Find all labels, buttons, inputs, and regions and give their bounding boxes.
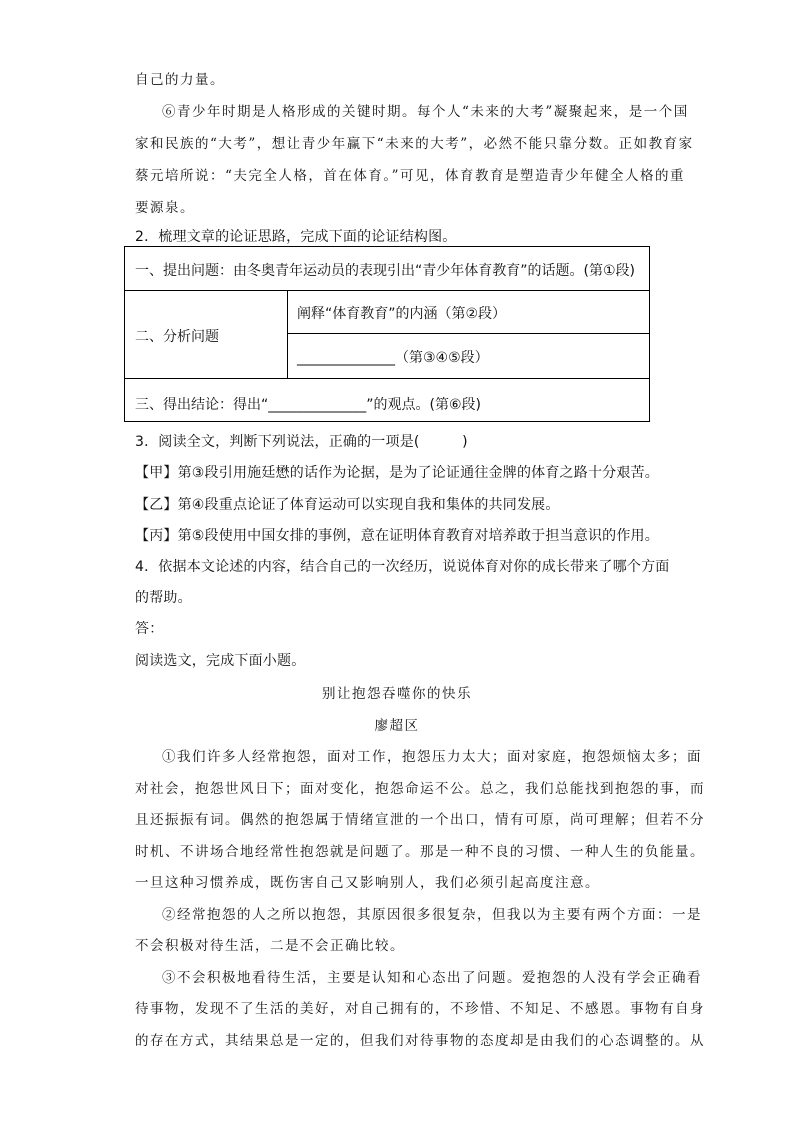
question-4-prompt: 4．依据本文论述的内容，结合自己的一次经历，说说体育对你的成长带来了哪个方面 (135, 559, 670, 575)
article-line-7: 不会积极对待生活，二是不会正确比较。 (135, 938, 405, 954)
question-3-option-yi[interactable]: 【乙】第④段重点论证了体育运动可以实现自我和集体的共同发展。 (135, 497, 560, 513)
article-line-5: 一旦这种习惯养成，既伤害自己又影响别人，我们必须引起高度注意。 (135, 875, 600, 891)
question-3-option-bing[interactable]: 【丙】第⑤段使用中国女排的事例，意在证明体育教育对培养敢于担当意识的作用。 (135, 528, 659, 544)
table-divider (125, 378, 649, 379)
article-line-4: 时机、不讲场合地经常性抱怨就是问题了。那是一种不良的习惯、一种人生的负能量。 (135, 844, 705, 860)
question-3-option-jia[interactable]: 【甲】第③段引用施廷懋的话作为论据，是为了论证通往金牌的体育之路十分艰苦。 (135, 465, 659, 481)
article-line-1: ①我们许多人经常抱怨，面对工作，抱怨压力太大；面对家庭，抱怨烦恼太多；面 (162, 749, 702, 765)
passage1-line-2: ⑥青少年时期是人格形成的关键时期。每个人“未来的大考”凝聚起来，是一个国 (162, 104, 689, 120)
article-author: 廖超区 (374, 718, 420, 734)
row-raise-question: 一、提出问题：由冬奥青年运动员的表现引出“青少年体育教育”的话题。(第①段) (135, 263, 635, 279)
question-3-prompt: 3．阅读全文，判断下列说法，正确的一项是( ) (135, 434, 468, 450)
table-divider (125, 290, 649, 291)
article-line-6: ②经常抱怨的人之所以抱怨，其原因很多很复杂，但我以为主要有两个方面：一是 (162, 907, 702, 923)
table-divider (287, 333, 649, 334)
article-line-10: 的存在方式，其结果总是一定的，但我们对待事物的态度却是由我们的心态调整的。从 (135, 1033, 705, 1049)
passage1-line-5: 要源泉。 (135, 200, 195, 216)
article-line-9: 待事物，发现不了生活的美好，对自己拥有的，不珍惜、不知足、不感恩。事物有自身 (135, 1001, 705, 1017)
passage1-line-1: 自己的力量。 (135, 72, 225, 88)
answer-label[interactable]: 答： (135, 621, 164, 637)
row-analyze-blank[interactable]: ______________（第③④⑤段） (297, 350, 489, 366)
article-title: 别让抱怨吞噬你的快乐 (322, 686, 472, 702)
question-2-prompt: 2．梳理文章的论证思路，完成下面的论证结构图。 (135, 229, 457, 245)
section-2-intro: 阅读选文，完成下面小题。 (135, 653, 306, 669)
article-line-3: 且还振振有词。偶然的抱怨属于情绪宣泄的一个出口，情有可原，尚可理解；但若不分 (135, 812, 705, 828)
table-divider (287, 290, 288, 378)
argument-structure-table (124, 246, 650, 422)
article-line-8: ③不会积极地看待生活，主要是认知和心态出了问题。爱抱怨的人没有学会正确看 (162, 970, 702, 986)
row-conclusion[interactable]: 三、得出结论：得出“______________”的观点。(第⑥段) (135, 397, 481, 413)
row-analyze-connotation: 阐释“体育教育”的内涵（第②段） (297, 306, 507, 322)
article-line-2: 对社会，抱怨世风日下；面对变化，抱怨命运不公。总之，我们总能找到抱怨的事，而 (135, 781, 705, 797)
passage1-line-3: 家和民族的“大考”，想让青少年赢下“未来的大考”，必然不能只靠分数。正如教育家 (135, 136, 694, 152)
question-4-prompt-cont: 的帮助。 (135, 590, 192, 606)
row-analyze-label: 二、分析问题 (135, 329, 219, 345)
passage1-line-4: 蔡元培所说：“夫完全人格，首在体育。”可见，体育教育是塑造青少年健全人格的重 (135, 168, 686, 184)
